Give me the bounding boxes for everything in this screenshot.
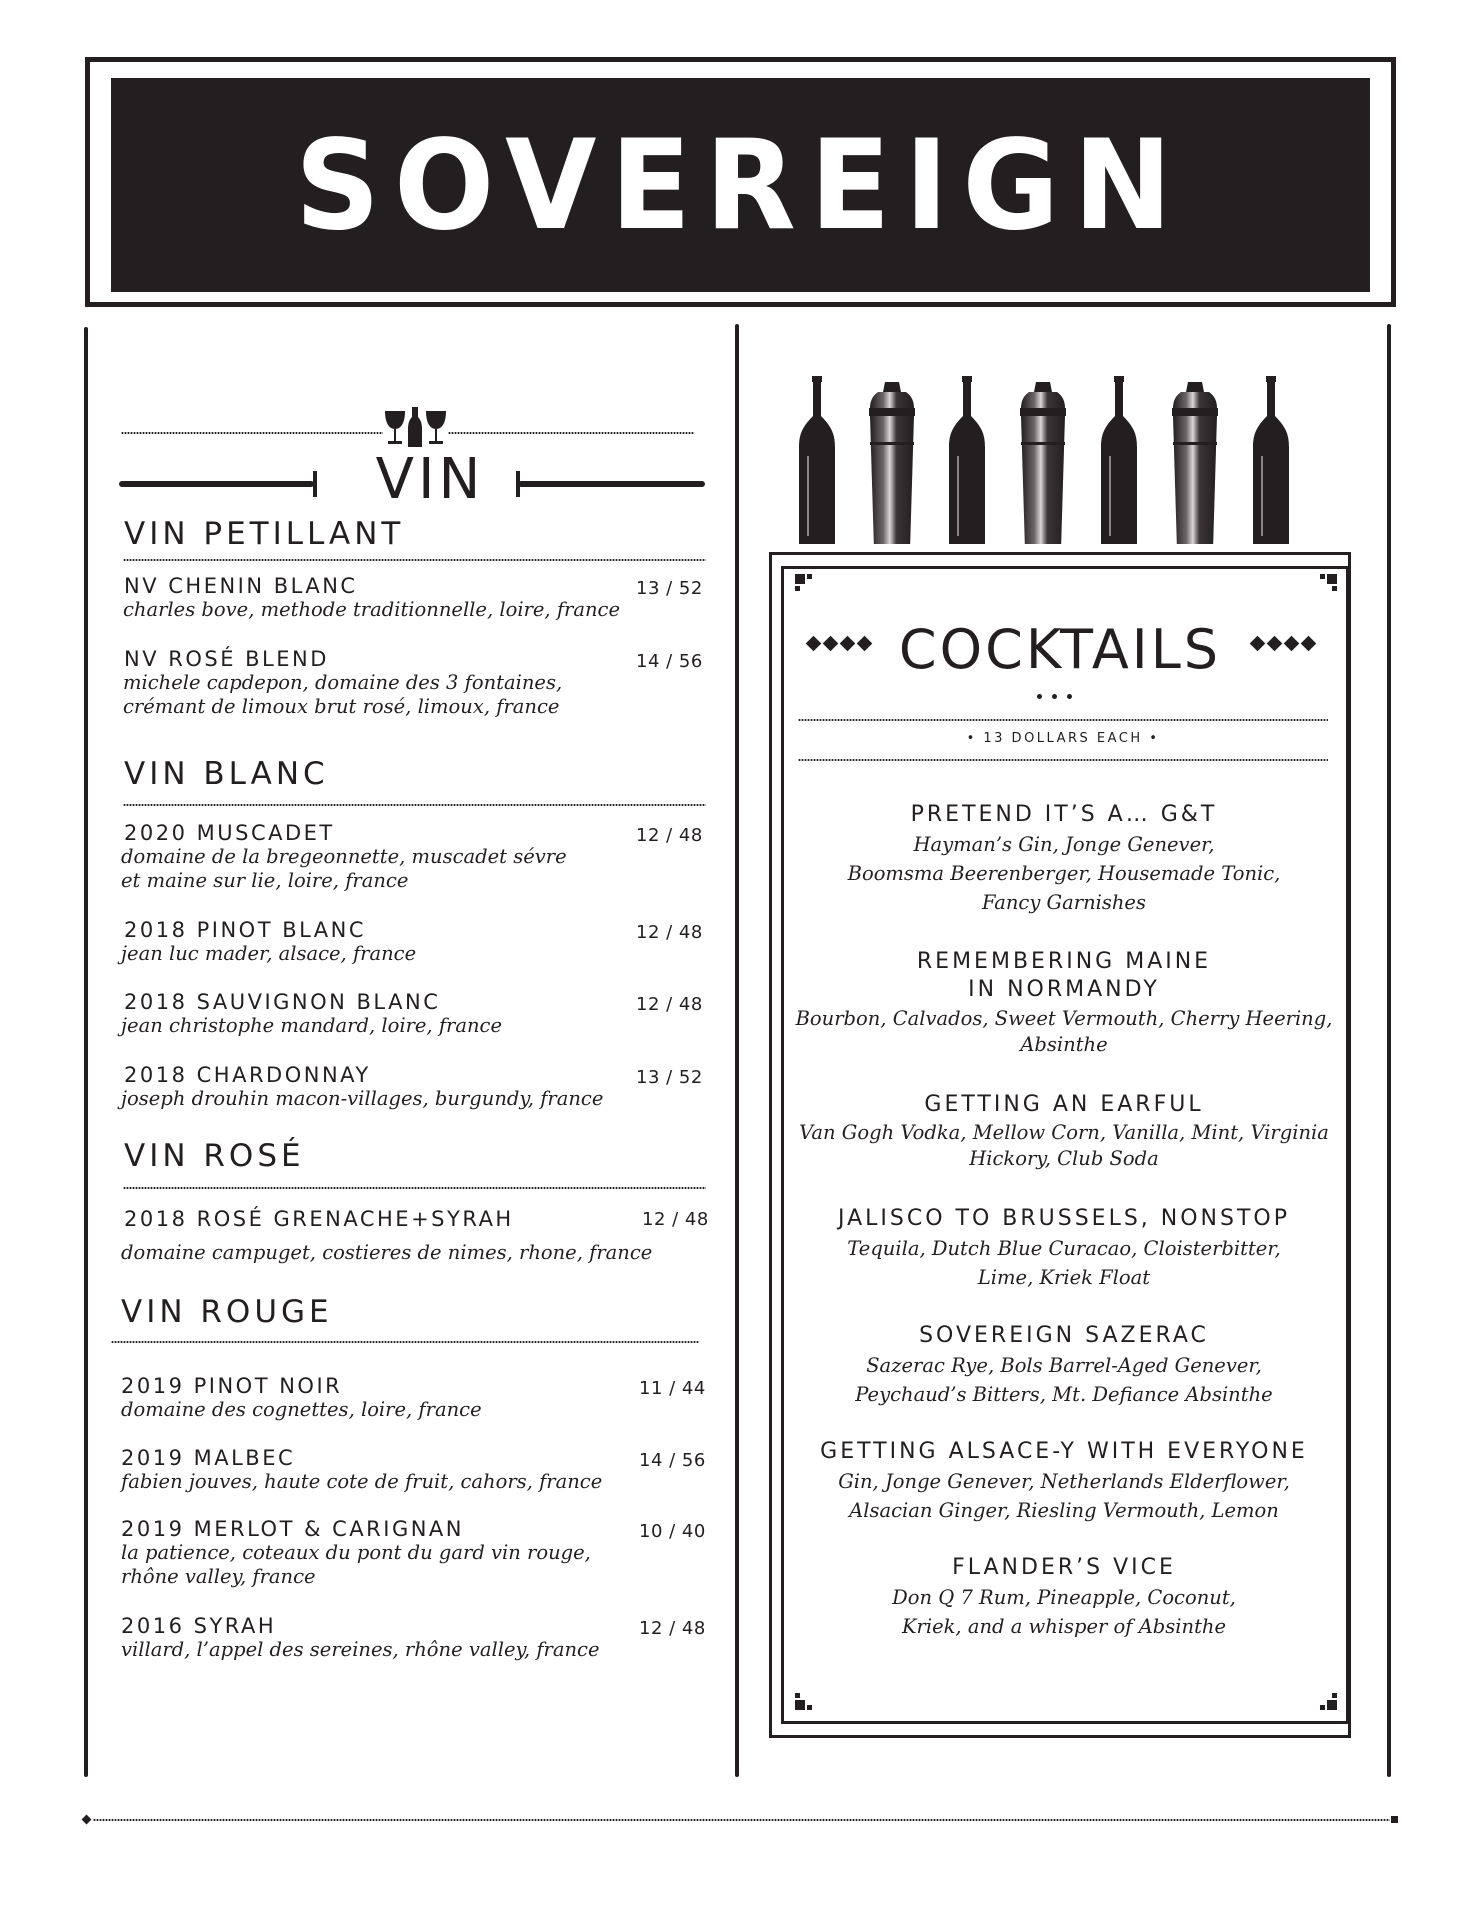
wine-item-price: 14 / 56 (639, 1450, 706, 1471)
wine-item-name: NV ROSÉ BLEND (124, 647, 329, 671)
cocktail-name: JALISCO TO BRUSSELS, NONSTOP (837, 1206, 1291, 1231)
corner-ornament-icon (1315, 1688, 1337, 1710)
wine-item-name: 2018 CHARDONNAY (124, 1063, 371, 1087)
right-column-rule (1387, 324, 1391, 1777)
wine-item-name: 2019 MERLOT & CARIGNAN (121, 1517, 465, 1541)
cocktail-name: GETTING AN EARFUL (924, 1092, 1204, 1117)
wine-item-desc: domaine campuget, costieres de nimes, rhone, france (121, 1241, 653, 1264)
wine-item-desc: fabien jouves, haute cote de fruit, cahors, france (121, 1470, 603, 1493)
wine-item-desc: domaine de la bregeonnette, muscadet sévre et maine sur lie, loire, france (121, 845, 567, 892)
wine-item-name: 2018 SAUVIGNON BLANC (124, 990, 441, 1014)
wine-glasses-icon (383, 405, 448, 449)
vin-right-bar (518, 481, 705, 487)
wine-item-price: 13 / 52 (636, 578, 703, 599)
bottom-rule-right-square-icon (1391, 1816, 1398, 1823)
wine-item-name: 2016 SYRAH (121, 1614, 277, 1638)
vin-title: VIN (375, 447, 485, 512)
wine-item-desc: charles bove, methode traditionnelle, loire, france (123, 598, 621, 621)
wine-item-price: 14 / 56 (636, 651, 703, 672)
section-title-vin-rouge: VIN ROUGE (121, 1294, 333, 1330)
wine-item-price: 12 / 48 (636, 994, 703, 1015)
header-band (111, 78, 1370, 292)
cocktail-desc: Don Q 7 Rum, Pineapple, Coconut, Kriek, and a whisper of Absinthe (892, 1586, 1236, 1638)
wine-item-price: 10 / 40 (639, 1521, 706, 1542)
left-diamond-ornament-icon (806, 638, 872, 649)
cocktail-desc: Tequila, Dutch Blue Curacao, Cloisterbitter, Lime, Kriek Float (847, 1237, 1281, 1289)
wine-item-price: 12 / 48 (639, 1618, 706, 1639)
wine-item-name: 2018 PINOT BLANC (124, 918, 367, 942)
cocktail-name: PRETEND IT’S A… G&T (910, 802, 1218, 827)
vin-left-bar-cap (313, 471, 317, 497)
cocktail-desc: Van Gogh Vodka, Mellow Corn, Vanilla, Mint, Virginia Hickory, Club Soda (799, 1121, 1329, 1170)
three-dots-ornament-icon (1037, 694, 1072, 699)
left-column-rule (84, 327, 88, 1777)
vin-left-bar (119, 481, 314, 487)
wine-item-desc: la patience, coteaux du pont du gard vin rouge, rhône valley, france (121, 1541, 591, 1588)
cocktails-title: COCKTAILS (898, 618, 1222, 681)
cocktail-name: GETTING ALSACE-Y WITH EVERYONE (820, 1439, 1308, 1464)
wine-item-desc: jean christophe mandard, loire, france (121, 1014, 503, 1037)
right-diamond-ornament-icon (1250, 638, 1316, 649)
section-dotted-rule (123, 558, 706, 562)
section-dotted-rule (123, 803, 706, 807)
center-column-rule (735, 324, 739, 1777)
vin-top-dotted-rule (121, 431, 383, 435)
wine-item-price: 11 / 44 (639, 1378, 706, 1399)
bottom-rule-left-diamond-icon (82, 1815, 92, 1825)
wine-item-name: 2019 PINOT NOIR (121, 1374, 343, 1398)
cocktail-name: FLANDER’S VICE (952, 1555, 1176, 1580)
brand-title: SOVEREIGN (294, 112, 1187, 258)
section-title-vin-rose: VIN ROSÉ (124, 1138, 305, 1174)
bottom-dotted-rule (93, 1818, 1390, 1822)
cocktails-dotted-rule-top (798, 718, 1328, 722)
wine-item-desc: villard, l’appel des sereines, rhône valley, france (121, 1638, 600, 1661)
corner-ornament-icon (795, 574, 817, 596)
wine-item-name: 2020 MUSCADET (124, 821, 335, 845)
wine-item-price: 12 / 48 (636, 825, 703, 846)
cocktail-desc: Bourbon, Calvados, Sweet Vermouth, Cherry Heering, Absinthe (795, 1007, 1333, 1056)
vin-top-dotted-rule-right (448, 431, 694, 435)
wine-item-desc: joseph drouhin macon-villages, burgundy, france (121, 1087, 604, 1110)
bottles-and-shakers-illustration (795, 372, 1330, 544)
wine-item-name: NV CHENIN BLANC (124, 574, 358, 598)
cocktail-desc: Hayman’s Gin, Jonge Genever, Boomsma Beerenberger, Housemade Tonic, Fancy Garnishes (847, 833, 1281, 914)
cocktail-desc: Sazerac Rye, Bols Barrel-Aged Genever, Peychaud’s Bitters, Mt. Defiance Absinthe (855, 1354, 1273, 1406)
wine-item-desc: domaine des cognettes, loire, france (121, 1398, 482, 1421)
cocktails-dotted-rule-bottom (798, 758, 1328, 762)
cocktail-name: SOVEREIGN SAZERAC (919, 1323, 1209, 1348)
wine-item-price: 13 / 52 (636, 1067, 703, 1088)
cocktail-desc: Gin, Jonge Genever, Netherlands Elderflower, Alsacian Ginger, Riesling Vermouth, Lemon (838, 1470, 1290, 1522)
cocktail-name: REMEMBERING MAINE IN NORMANDY (916, 949, 1212, 1002)
corner-ornament-icon (795, 1688, 817, 1710)
wine-item-desc: jean luc mader, alsace, france (121, 942, 417, 965)
wine-item-name: 2018 ROSÉ GRENACHE+SYRAH (124, 1207, 514, 1231)
wine-item-price: 12 / 48 (642, 1209, 709, 1230)
cocktails-price-note: • 13 DOLLARS EACH • (966, 731, 1160, 746)
section-dotted-rule (123, 1186, 706, 1190)
section-dotted-rule (111, 1340, 699, 1344)
section-title-vin-petillant: VIN PETILLANT (124, 516, 405, 552)
wine-item-name: 2019 MALBEC (121, 1446, 296, 1470)
section-title-vin-blanc: VIN BLANC (124, 756, 329, 792)
wine-item-desc: michele capdepon, domaine des 3 fontaines, crémant de limoux brut rosé, limoux, france (123, 671, 563, 718)
corner-ornament-icon (1315, 574, 1337, 596)
wine-item-price: 12 / 48 (636, 922, 703, 943)
